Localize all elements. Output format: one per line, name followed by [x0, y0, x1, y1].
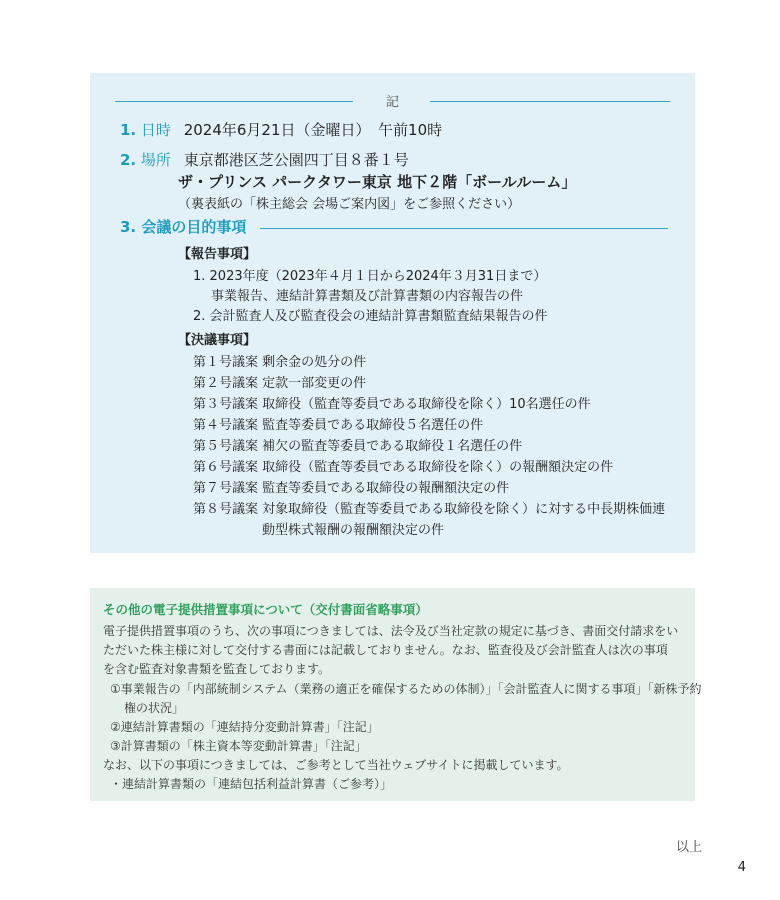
report-line: 1. 2023年度（2023年４月１日から2024年３月31日まで） [193, 269, 547, 284]
place-note: （裏表紙の「株主総会 会場ご案内図」をご参照ください） [178, 197, 521, 212]
resolution-item: 第７号議案 監査等委員である取締役の報酬額決定の件 [193, 481, 510, 496]
item-num: 1. [120, 121, 137, 139]
notice-details-box [90, 73, 695, 553]
item-label: 日時 [140, 121, 171, 139]
electronic-line: ②連結計算書類の「連結持分変動計算書」「注記」 [110, 720, 379, 734]
electronic-line: ただいた株主様に対して交付する書面には記載しておりません。なお、監査役及び会計監査人は次の事項 [103, 643, 668, 657]
divider-right [430, 101, 670, 102]
closing-ijo: 以上 [675, 840, 702, 855]
report-heading: 【報告事項】 [178, 247, 257, 262]
resolution-item: 動型株式報酬の報酬額決定の件 [262, 523, 445, 538]
resolution-item: 第２号議案 定款一部変更の件 [193, 376, 367, 391]
item-datetime [120, 119, 442, 140]
resolution-item: 第３号議案 取締役（監査等委員である取締役を除く）10名選任の件 [193, 397, 591, 412]
resolution-heading: 【決議事項】 [178, 333, 257, 348]
page-number: 4 [737, 860, 746, 875]
ki-header [115, 91, 670, 111]
resolution-item: 第４号議案 監査等委員である取締役５名選任の件 [193, 418, 484, 433]
item-num: 2. [120, 151, 137, 169]
electronic-line: 電子提供措置事項のうち、次の事項につきましては、法令及び当社定款の規定に基づき、書面交付請求をい [103, 624, 679, 638]
resolution-item: 第５号議案 補欠の監査等委員である取締役１名選任の件 [193, 439, 523, 454]
electronic-line: を含む監査対象書類を監査しております。 [103, 662, 331, 676]
resolution-item: 第８号議案 対象取締役（監査等委員である取締役を除く）に対する中長期株価連 [193, 502, 666, 517]
report-line: 事業報告、連結計算書類及び計算書類の内容報告の件 [211, 289, 524, 304]
item-place [120, 149, 409, 170]
ki-label: 記 [385, 95, 399, 110]
resolution-item: 第６号議案 取締役（監査等委員である取締役を除く）の報酬額決定の件 [193, 460, 614, 475]
report-line: 2. 会計監査人及び監査役会の連結計算書類監査結果報告の件 [193, 309, 548, 324]
datetime-value: 2024年6月21日（金曜日） 午前10時 [183, 121, 443, 139]
electronic-provision-box [90, 588, 702, 801]
section-divider [260, 228, 668, 229]
electronic-line: ・連結計算書類の「連結包括利益計算書（ご参考）」 [110, 777, 393, 791]
electronic-title: その他の電子提供措置事項について（交付書面省略事項） [103, 602, 428, 617]
item-label: 場所 [140, 151, 171, 169]
electronic-line: なお、以下の事項につきましては、ご参考として当社ウェブサイトに掲載しています。 [103, 758, 569, 772]
electronic-line: 権の状況」 [124, 701, 185, 715]
electronic-line: ③計算書類の「株主資本等変動計算書」「注記」 [110, 739, 367, 753]
electronic-line: ①事業報告の「内部統制システム（業務の適正を確保するための体制）」「会計監査人に関する事項」「新株予約 [110, 682, 702, 696]
resolution-item: 第１号議案 剰余金の処分の件 [193, 355, 367, 370]
place-address: 東京都港区芝公園四丁目８番１号 [183, 151, 409, 169]
section-agenda-title: 3. 会議の目的事項 [120, 218, 247, 236]
place-venue: ザ・プリンス パークタワー東京 地下２階「ボールルーム」 [178, 173, 577, 191]
